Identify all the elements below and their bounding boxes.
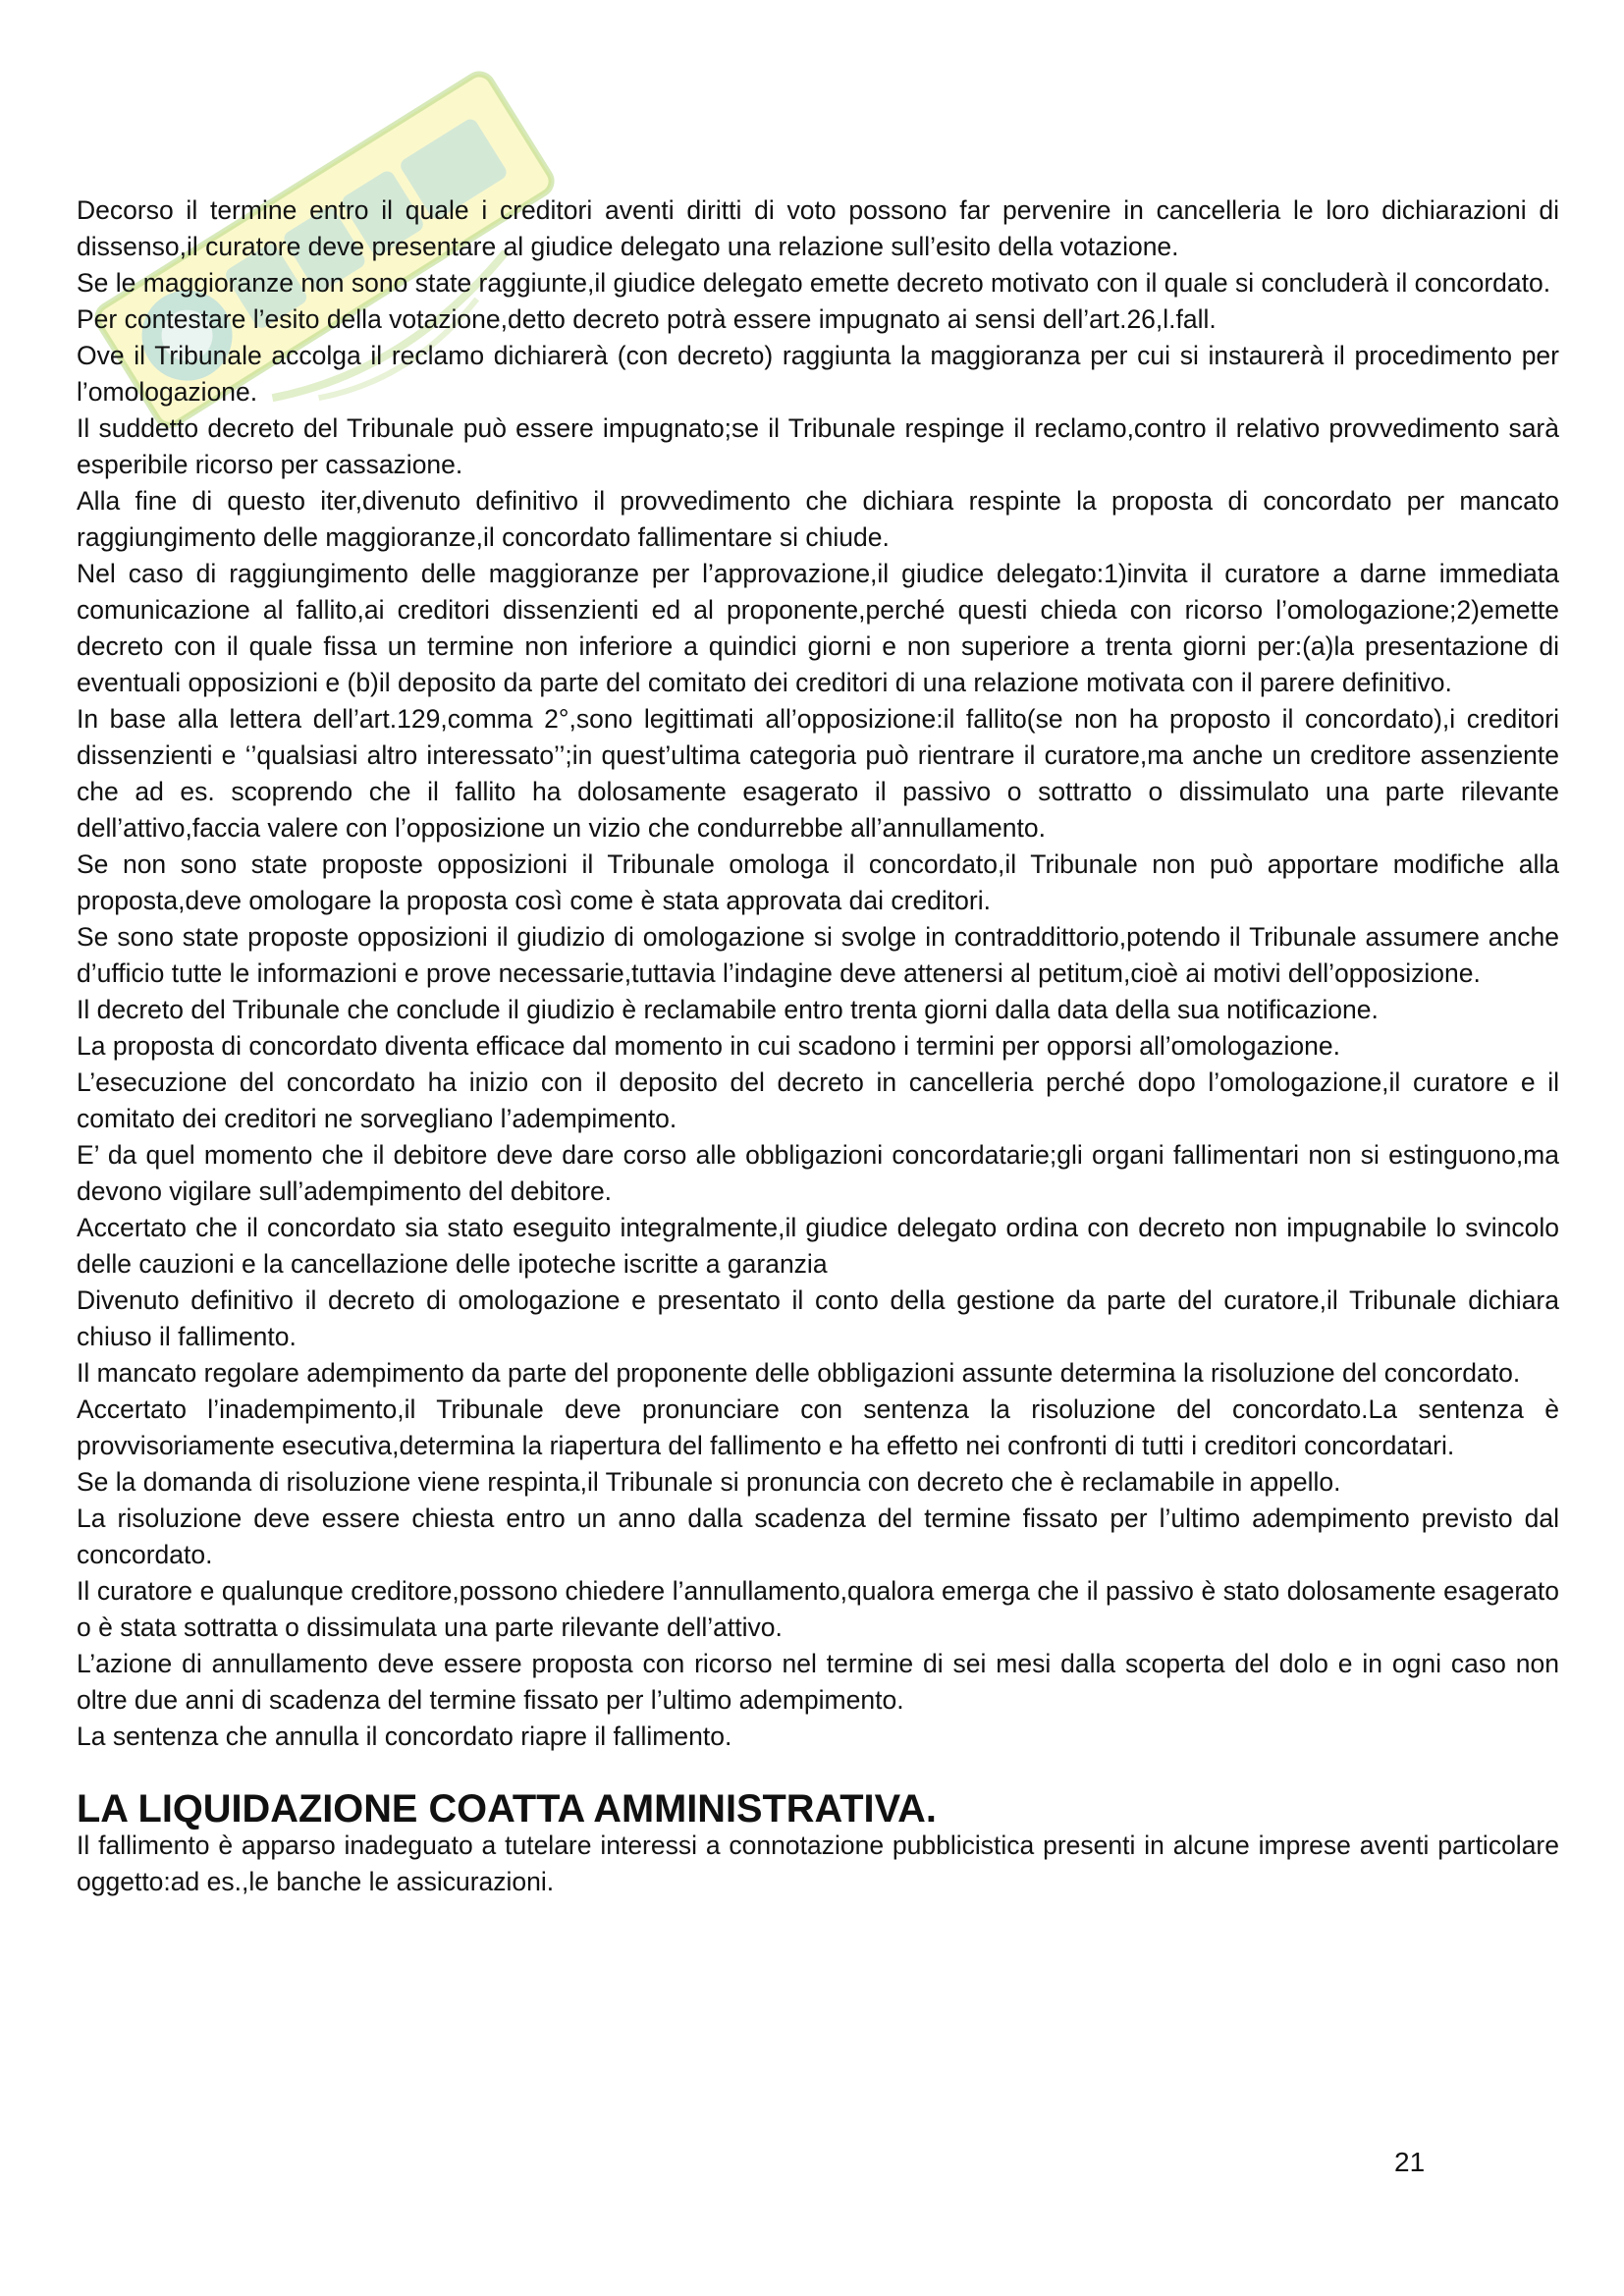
paragraph: Se le maggioranze non sono state raggiunte,il giudice delegato emette decreto motivato con il quale si concluderà il concordato. bbox=[77, 268, 1551, 298]
paragraph: Il decreto del Tribunale che conclude il giudizio è reclamabile entro trenta giorni dalla data della sua notificazione. bbox=[77, 995, 1379, 1024]
paragraph: Il suddetto decreto del Tribunale può essere impugnato;se il Tribunale respinge il reclamo,contro il relativo provvedimento sarà esperibile ricorso per cassazione. bbox=[77, 413, 1559, 479]
page-number: 21 bbox=[1394, 2147, 1426, 2177]
paragraph: La proposta di concordato diventa efficace dal momento in cui scadono i termini per opporsi all’omologazione. bbox=[77, 1031, 1340, 1061]
section-gap bbox=[77, 1755, 1559, 1791]
paragraph: Ove il Tribunale accolga il reclamo dichiarerà (con decreto) raggiunta la maggioranza per cui si instaurerà il procedimento per l’omologazione. bbox=[77, 341, 1559, 407]
paragraph: La risoluzione deve essere chiesta entro un anno dalla scadenza del termine fissato per l’ultimo adempimento previsto dal concordato. bbox=[77, 1503, 1559, 1569]
paragraph: Se la domanda di risoluzione viene respinta,il Tribunale si pronuncia con decreto che è reclamabile in appello. bbox=[77, 1467, 1341, 1497]
paragraph: Divenuto definitivo il decreto di omologazione e presentato il conto della gestione da parte del curatore,il Tribunale dichiara chiuso il fallimento. bbox=[77, 1285, 1559, 1351]
section-heading: LA LIQUIDAZIONE COATTA AMMINISTRATIVA. bbox=[77, 1787, 937, 1831]
paragraph: Il mancato regolare adempimento da parte del proponente delle obbligazioni assunte determina la risoluzione del concordato. bbox=[77, 1358, 1521, 1388]
paragraph: Accertato l’inadempimento,il Tribunale deve pronunciare con sentenza la risoluzione del concordato.La sentenza è provvisoriamente esecutiva,determina la riapertura del fallimento e ha effetto nei confronti di tutti i creditori concordatari. bbox=[77, 1394, 1559, 1460]
paragraph: L’esecuzione del concordato ha inizio con il deposito del decreto in cancelleria perché dopo l’omologazione,il curatore e il comitato dei creditori ne sorvegliano l’adempimento. bbox=[77, 1067, 1559, 1133]
paragraph: Accertato che il concordato sia stato eseguito integralmente,il giudice delegato ordina con decreto non impugnabile lo svincolo delle cauzioni e la cancellazione delle ipoteche iscritte a garanzia bbox=[77, 1213, 1559, 1279]
paragraph: In base alla lettera dell’art.129,comma 2°,sono legittimati all’opposizione:il fallito(se non ha proposto il concordato),i creditori dissenzienti e ‘’qualsiasi altro interessato’’;in quest’ultima categoria può rientrare il curatore,ma anche un creditore assenziente che ad es. scoprendo che il fallito ha dolosamente esagerato il passivo o sottratto o dissimulato una parte rilevante dell’attivo,faccia valere con l’opposizione un vizio che condurrebbe all’annullamento. bbox=[77, 704, 1559, 843]
paragraph: Per contestare l’esito della votazione,detto decreto potrà essere impugnato ai sensi dell’art.26,l.fall. bbox=[77, 304, 1217, 334]
paragraph: Il curatore e qualunque creditore,possono chiedere l’annullamento,qualora emerga che il passivo è stato dolosamente esagerato o è stata sottratta o dissimulata una parte rilevante dell’attivo. bbox=[77, 1576, 1559, 1642]
paragraph: Se sono state proposte opposizioni il giudizio di omologazione si svolge in contraddittorio,potendo il Tribunale assumere anche d’ufficio tutte le informazioni e prove necessarie,tuttavia l’indagine deve attenersi al petitum,cioè ai motivi dell’opposizione. bbox=[77, 922, 1559, 988]
page-body bbox=[77, 192, 1559, 1900]
paragraph: E’ da quel momento che il debitore deve dare corso alle obbligazioni concordatarie;gli organi fallimentari non si estinguono,ma devono vigilare sull’adempimento del debitore. bbox=[77, 1140, 1559, 1206]
paragraph: La sentenza che annulla il concordato riapre il fallimento. bbox=[77, 1722, 732, 1751]
paragraph: Alla fine di questo iter,divenuto definitivo il provvedimento che dichiara respinte la proposta di concordato per mancato raggiungimento delle maggioranze,il concordato fallimentare si chiude. bbox=[77, 486, 1559, 552]
paragraph: Nel caso di raggiungimento delle maggioranze per l’approvazione,il giudice delegato:1)invita il curatore a darne immediata comunicazione al fallito,ai creditori dissenzienti ed al proponente,perché questi chieda con ricorso l’omologazione;2)emette decreto con il quale fissa un termine non inferiore a quindici giorni e non superiore a trenta giorni per:(a)la presentazione di eventuali opposizioni e (b)il deposito da parte del comitato dei creditori di una relazione motivata con il parere definitivo. bbox=[77, 559, 1559, 697]
section-paragraph: Il fallimento è apparso inadeguato a tutelare interessi a connotazione pubblicistica presenti in alcune imprese aventi particolare oggetto:ad es.,le banche le assicurazioni. bbox=[77, 1831, 1559, 1896]
paragraph: Se non sono state proposte opposizioni il Tribunale omologa il concordato,il Tribunale non può apportare modifiche alla proposta,deve omologare la proposta così come è stata approvata dai creditori. bbox=[77, 849, 1559, 915]
paragraph: L’azione di annullamento deve essere proposta con ricorso nel termine di sei mesi dalla scoperta del dolo e in ogni caso non oltre due anni di scadenza del termine fissato per l’ultimo adempimento. bbox=[77, 1649, 1559, 1715]
paragraph: Decorso il termine entro il quale i creditori aventi diritti di voto possono far pervenire in cancelleria le loro dichiarazioni di dissenso,il curatore deve presentare al giudice delegato una relazione sull’esito della votazione. bbox=[77, 195, 1559, 261]
